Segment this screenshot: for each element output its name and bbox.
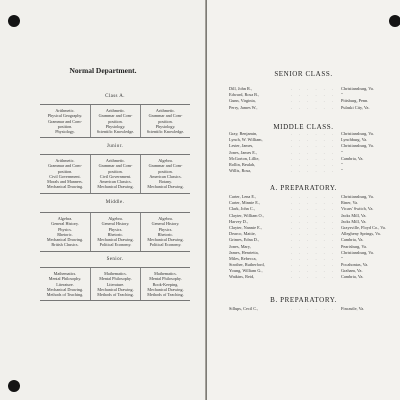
student-hometown: Christiansburg, Va. [341,143,374,149]
leader-dots: . . . . . . [291,306,336,311]
student-row [229,105,400,111]
course-line: American Classics. [149,173,182,179]
section-heading: Middle. [105,200,125,205]
leader-dots: . . . . . . [291,231,336,237]
course-line: Mechanical Drawing. [46,184,84,190]
class-roster [229,131,400,174]
course-line: Mechanical Drawing. [97,237,134,243]
course-line: Botany. [159,179,172,185]
leader-dots: . . . . . . [291,98,336,104]
leader-dots: . . . . . . [291,262,336,268]
course-line: Grammar and Com- [148,163,183,169]
course-line: Civil Government. [99,173,132,179]
class-roster [229,306,400,312]
student-hometown: Riner, Va. [341,200,359,206]
student-name: Willis, Rosa, [229,168,252,174]
leader-dots: . . . . . . [291,143,336,149]
course-cell [90,105,140,137]
course-line: Arithmetic. [55,108,75,113]
punch-hole-bottom [8,380,20,392]
class-heading: SENIOR CLASS. [274,70,333,78]
course-line: Scientific Knowledge. [96,129,135,135]
course-line: Rhetoric. [157,231,174,237]
course-cell [140,213,190,251]
punch-hole-top-right [389,15,400,27]
class-roster [229,194,400,281]
course-line: Political Economy. [99,242,132,248]
course-line: Algebra. [108,216,123,221]
leader-dots: . . . . . . [291,131,336,136]
student-name: Miles, Rebecca, [229,255,257,261]
student-hometown: Christiansburg, Va. [341,194,374,199]
course-line: Mental Philosophy. [99,276,132,282]
course-cell [140,105,190,137]
course-line: Arithmetic. [105,108,126,113]
student-name: Lester, James, [229,143,254,149]
student-hometown: Jacks Mill, Va. [341,212,367,218]
student-hometown: " [341,168,343,174]
course-cell [40,105,90,137]
leader-dots: . . . . . . [291,155,336,161]
student-hometown: Graham, Va. [341,268,363,274]
course-line: position. [57,123,73,129]
course-line: Grammar and Com- [48,163,82,169]
course-line: British Classics. [51,242,79,248]
student-hometown: Pocahontas, Va. [341,262,369,268]
student-hometown: Vicars' Switch, Va. [341,206,374,212]
student-name: Edward, Rosa B., [229,92,260,98]
leader-dots: . . . . . . [291,224,336,230]
leader-dots: . . . . . . [291,243,336,249]
student-name: Lynch, W. William, [229,137,263,143]
course-line: Grammar and Com- [48,118,82,124]
punch-hole-top [8,15,20,27]
student-hometown: Allegheny Springs, Va. [341,231,381,237]
student-name: Strother, Rutherford, [229,262,265,268]
student-name: Sillups, Cecil C., [229,306,259,311]
student-name: McGorton, Lillie, [229,155,260,161]
student-hometown: Pittsburg, Penn. [341,98,369,104]
student-hometown: " [341,149,343,155]
right-page [207,0,400,400]
course-cell [40,213,90,251]
course-cell [90,268,140,300]
student-hometown: Fincastle, Va. [341,306,365,311]
course-line: position. [108,118,123,124]
leader-dots: . . . . . . [291,149,336,155]
course-line: Mental Philosophy. [48,276,82,282]
leader-dots: . . . . . . [291,86,336,91]
student-row [229,274,400,280]
class-heading: MIDDLE CLASS. [273,123,334,131]
leader-dots: . . . . . . [291,268,336,274]
course-line: Arithmetic. [155,108,176,113]
course-line: Civil Government. [49,173,81,179]
leader-dots: . . . . . . [291,92,336,98]
student-name: Harvey D., [229,218,248,224]
course-line: Algebra. [57,216,73,221]
student-name: Clayter, Nannie E., [229,224,262,230]
leader-dots: . . . . . . [291,168,336,174]
leader-dots: . . . . . . [291,137,336,143]
course-line: Physical Geography. [47,113,83,119]
student-hometown: " [341,255,343,261]
course-line: Rhetoric. [57,231,73,237]
course-cell [140,268,190,300]
section-heading: Senior. [106,257,124,262]
course-line: position. [158,168,173,174]
course-cell [40,268,90,300]
student-hometown: Graysville, Floyd Co., Va. [341,224,386,230]
course-line: Physics. [158,226,173,232]
course-line: position. [57,168,73,174]
leader-dots: . . . . . . [291,194,336,199]
course-line: Methods of Teaching. [97,292,134,298]
student-name: Jones, James E., [229,149,258,155]
leader-dots: . . . . . . [291,161,336,167]
class-heading: B. PREPARATORY. [270,296,337,304]
course-line: Mechanical Drawing. [147,237,184,243]
student-name: Watkins, Reid, [229,274,255,280]
student-hometown: Christiansburg, Va. [341,131,374,136]
leader-dots: . . . . . . [291,255,336,261]
course-line: Mechanical Drawing. [147,184,184,190]
course-line: Mathematics. [53,271,77,276]
department-title: Normal Department. [69,66,137,75]
leader-dots: . . . . . . [291,212,336,218]
student-name: Clayter, William O., [229,212,264,218]
student-hometown: Pulaski City, Va. [341,104,370,110]
course-line: Grammar and Com- [148,113,183,119]
student-hometown: Pearisburg, Va. [341,243,367,249]
course-grid [40,212,190,252]
course-cell [140,155,190,193]
student-hometown: Cambria, Va. [341,155,364,161]
course-line: Mechanical Drawing. [46,286,84,292]
student-name: Dill, John R., [229,86,253,91]
course-line: Rhetoric. [107,231,124,237]
student-name: Rollin, Beulah, [229,161,256,167]
course-line: Mathematics. [104,271,127,276]
course-line: Mechanical Drawing. [97,184,134,190]
course-line: Arithmetic. [105,158,126,163]
course-line: General History. [151,221,180,227]
course-line: Physiology. [55,129,75,135]
course-cell [90,155,140,193]
student-hometown: Cambria, Va. [341,237,364,243]
leader-dots: . . . . . . [291,206,336,212]
course-line: Methods of Teaching. [147,292,184,298]
leader-dots: . . . . . . [291,218,336,224]
student-name: Dearco, Mattie, [229,231,256,237]
course-cell [90,213,140,251]
student-hometown: " [341,92,343,98]
leader-dots: . . . . . . [291,200,336,206]
course-grid [40,154,190,194]
course-line: Arithmetic. [55,158,75,163]
student-hometown: Jacks Mill, Va. [341,218,367,224]
course-line: Grammar and Com- [98,163,133,169]
course-line: Scientific Knowledge. [146,129,185,135]
course-line: Morals and Manners. [47,179,83,185]
student-hometown: " [341,161,343,167]
student-hometown: Christiansburg, Va. [341,86,374,91]
student-name: Young, William G., [229,268,263,274]
course-line: Algebra. [158,216,173,221]
leader-dots: . . . . . . [291,249,336,255]
leader-dots: . . . . . . [291,274,336,280]
student-name: Carter, Lena E., [229,194,257,199]
class-roster [229,86,400,111]
student-name: Gunn, Virginia, [229,98,256,104]
student-hometown: Cambria, Va. [341,274,364,280]
student-name: James, Henrietta, [229,249,259,255]
course-line: Algebra. [158,158,173,163]
leader-dots: . . . . . . [291,237,336,243]
course-line: position. [108,168,123,174]
course-line: Methods of Teaching. [46,292,84,298]
course-line: General History. [101,221,130,227]
course-line: Mechanical Drawing. [147,286,184,292]
course-line: Book-Keeping. [152,281,179,287]
course-line: Physiology. [105,123,126,129]
course-line: Physics. [58,226,72,232]
course-line: Political Economy. [149,242,182,248]
course-grid [40,104,190,138]
leader-dots: . . . . . . [291,104,336,110]
student-name: Gray, Benjamin, [229,131,258,136]
course-line: position. [158,118,173,124]
course-line: Mechanical Drawing. [97,286,134,292]
course-line: Mechanical Drawing. [46,237,84,243]
course-cell [40,155,90,193]
course-grid [40,267,190,301]
student-name: Carter, Minnie E., [229,200,260,206]
course-line: Literature. [106,281,125,287]
student-name: Clark, John C., [229,206,255,212]
student-hometown: Christiansburg, Va. [341,249,374,255]
student-row [229,168,400,174]
section-heading: Junior. [106,144,124,149]
class-heading: A. PREPARATORY. [269,184,338,192]
course-line: Grammar and Com- [98,113,133,119]
course-line: Mathematics. [154,271,177,276]
course-line: General History. [51,221,79,227]
course-line: Physiology. [155,123,176,129]
student-name: Jones, Mary, [229,243,251,249]
section-heading: Class A. [105,94,125,99]
student-row [229,306,400,312]
course-line: Literature. [56,281,74,287]
course-line: American Classics. [99,179,132,185]
student-name: Grimes, Edna D., [229,237,259,243]
student-hometown: Lynchburg, Va. [341,137,368,143]
student-name: Perry, James W., [229,104,258,110]
course-line: Physics. [108,226,123,232]
course-line: Mental Philosophy. [149,276,182,282]
